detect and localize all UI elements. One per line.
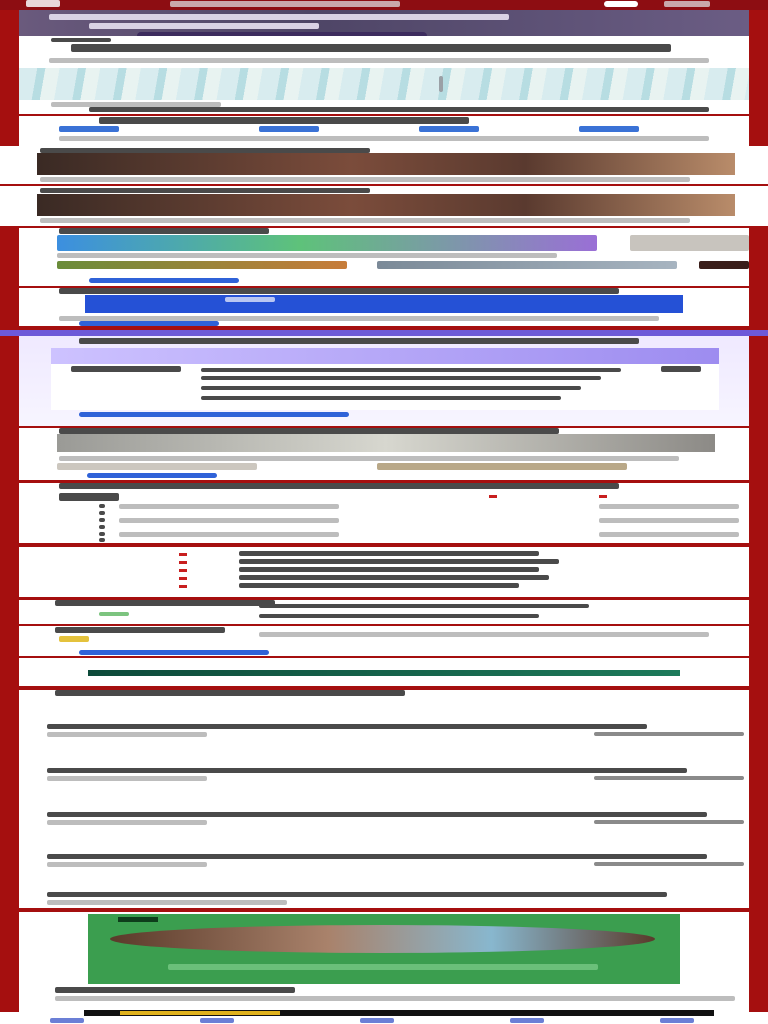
nav-item-radar[interactable] xyxy=(510,1018,544,1023)
sponsored-caption xyxy=(40,218,690,223)
see-full-forecast-button[interactable] xyxy=(79,412,349,417)
air-quality-icon xyxy=(59,636,89,642)
today-title xyxy=(59,483,619,489)
sponsored-links-title xyxy=(55,690,405,696)
ad-shark-illustration xyxy=(110,925,655,953)
snowfall-amounts xyxy=(19,100,749,114)
news-marker xyxy=(179,561,187,564)
tab-morning[interactable] xyxy=(59,126,119,132)
health-title xyxy=(55,600,275,606)
news-headline[interactable] xyxy=(239,567,539,572)
news-headline[interactable] xyxy=(239,575,549,580)
health-activities-card xyxy=(19,600,749,624)
sponsored-link-source xyxy=(47,732,207,737)
dont-miss-title xyxy=(59,228,269,234)
location-selector[interactable] xyxy=(170,1,400,7)
insight-day-label xyxy=(71,366,181,372)
premium-badge xyxy=(225,297,275,302)
health-icon xyxy=(99,612,129,616)
today-row-labels-3 xyxy=(119,532,339,537)
insight-detail-3 xyxy=(201,386,581,390)
menu-button[interactable] xyxy=(664,1,710,7)
news-headline[interactable] xyxy=(239,551,539,556)
see-details-button[interactable] xyxy=(79,650,269,655)
learn-more-button[interactable] xyxy=(594,732,744,736)
air-quality-card xyxy=(19,626,749,656)
radar-map[interactable] xyxy=(19,68,749,100)
nav-item-hourly[interactable] xyxy=(200,1018,234,1023)
air-quality-detail xyxy=(259,632,709,637)
snowfall-values xyxy=(89,107,709,112)
insight-level xyxy=(661,366,701,372)
top-bar xyxy=(0,0,768,10)
dont-miss-see-more[interactable] xyxy=(89,278,239,283)
today-row-labels-2 xyxy=(119,518,339,523)
insight-day-card[interactable] xyxy=(51,348,719,410)
learn-more-button[interactable] xyxy=(594,776,744,780)
sponsored-link-source xyxy=(47,862,207,867)
safety-thumb-2[interactable] xyxy=(377,463,627,470)
dont-miss-caption xyxy=(57,253,557,258)
premium-banner[interactable] xyxy=(85,295,683,313)
forecast-title xyxy=(99,117,469,124)
wind-icon xyxy=(99,511,105,515)
air-quality-title xyxy=(55,627,225,633)
radar-marker xyxy=(439,76,443,92)
premium-learn-more[interactable] xyxy=(79,321,219,326)
insights-headline xyxy=(79,338,639,344)
today-row-labels xyxy=(119,504,339,509)
dont-miss-section xyxy=(19,228,749,286)
precip-message-card[interactable] xyxy=(19,36,749,68)
humidity-icon xyxy=(99,518,105,522)
safety-see-more[interactable] xyxy=(87,473,217,478)
dont-miss-thumb-side[interactable] xyxy=(630,235,749,251)
high-low-icon xyxy=(99,504,105,508)
ad-tagline xyxy=(168,964,598,970)
learn-more-button[interactable] xyxy=(594,820,744,824)
banner-ad-image[interactable] xyxy=(88,670,680,676)
learn-more-button[interactable] xyxy=(594,862,744,866)
tab-afternoon[interactable] xyxy=(259,126,319,132)
precip-label xyxy=(51,38,111,42)
current-temp-line xyxy=(89,23,319,29)
nav-item-10-day[interactable] xyxy=(360,1018,394,1023)
insight-detail-2 xyxy=(201,376,601,380)
tab-overnight[interactable] xyxy=(579,126,639,132)
sponsored-photo[interactable] xyxy=(37,194,735,216)
dew-point-icon xyxy=(99,525,105,529)
forecast-card xyxy=(19,116,749,146)
today-details-card xyxy=(19,483,749,543)
privacy-section xyxy=(19,986,749,1012)
sunrise-icon xyxy=(489,495,497,498)
ad-brand-mark xyxy=(118,917,158,922)
insight-detail-4 xyxy=(201,396,561,400)
insight-detail-1 xyxy=(201,368,621,372)
premium-title xyxy=(59,288,619,294)
banner-ad[interactable] xyxy=(19,658,749,686)
sponsored-link-source xyxy=(47,900,287,905)
sponsored-link-headline[interactable] xyxy=(47,854,707,859)
today-row-values xyxy=(599,504,739,509)
today-row-values-3 xyxy=(599,532,739,537)
dont-miss-thumb-main[interactable] xyxy=(57,235,597,251)
safety-caption xyxy=(59,456,679,461)
sponsored-links-section xyxy=(19,690,749,908)
nav-item-video[interactable] xyxy=(660,1018,694,1023)
current-conditions-line xyxy=(49,14,509,20)
insight-chart xyxy=(51,348,719,364)
sponsored-caption xyxy=(40,177,690,182)
safety-thumb-1[interactable] xyxy=(57,463,257,470)
feels-like-temp xyxy=(59,493,119,501)
safety-image[interactable] xyxy=(57,434,715,452)
news-list xyxy=(19,547,749,597)
sponsored-label xyxy=(40,188,370,193)
today-row-values-2 xyxy=(599,518,739,523)
news-marker xyxy=(179,585,187,588)
dont-miss-thumb-3[interactable] xyxy=(377,261,677,269)
weather-logo[interactable] xyxy=(26,0,60,7)
news-headline[interactable] xyxy=(239,559,559,564)
privacy-title xyxy=(55,987,295,993)
sponsored-link-source xyxy=(47,820,207,825)
sunset-icon xyxy=(599,495,607,498)
weather-alert-pill[interactable] xyxy=(604,1,638,7)
nav-item-today[interactable] xyxy=(50,1018,84,1023)
snow-message xyxy=(71,44,671,52)
uv-index-icon xyxy=(99,538,105,542)
news-marker xyxy=(179,577,187,580)
health-item-1[interactable] xyxy=(259,604,589,608)
sponsored-ad-2[interactable] xyxy=(0,186,768,226)
sponsored-link-source xyxy=(47,776,207,781)
news-marker xyxy=(179,569,187,572)
forecast-values xyxy=(59,136,709,141)
precip-timeline xyxy=(49,58,709,63)
dont-miss-thumb-4[interactable] xyxy=(699,261,749,269)
health-item-2[interactable] xyxy=(259,614,539,618)
sponsored-link-headline[interactable] xyxy=(47,724,647,729)
pressure-icon xyxy=(99,532,105,536)
privacy-text xyxy=(55,996,735,1001)
sponsored-link-headline[interactable] xyxy=(47,768,687,773)
sponsored-link-headline[interactable] xyxy=(47,892,667,897)
sponsored-link-headline[interactable] xyxy=(47,812,707,817)
sponsored-photo[interactable] xyxy=(37,153,735,175)
dont-miss-thumb-2[interactable] xyxy=(57,261,347,269)
bottom-ad-strip-logo xyxy=(120,1011,280,1015)
sponsored-ad-1[interactable] xyxy=(0,146,768,184)
news-marker xyxy=(179,553,187,556)
tab-evening[interactable] xyxy=(419,126,479,132)
news-headline[interactable] xyxy=(239,583,519,588)
